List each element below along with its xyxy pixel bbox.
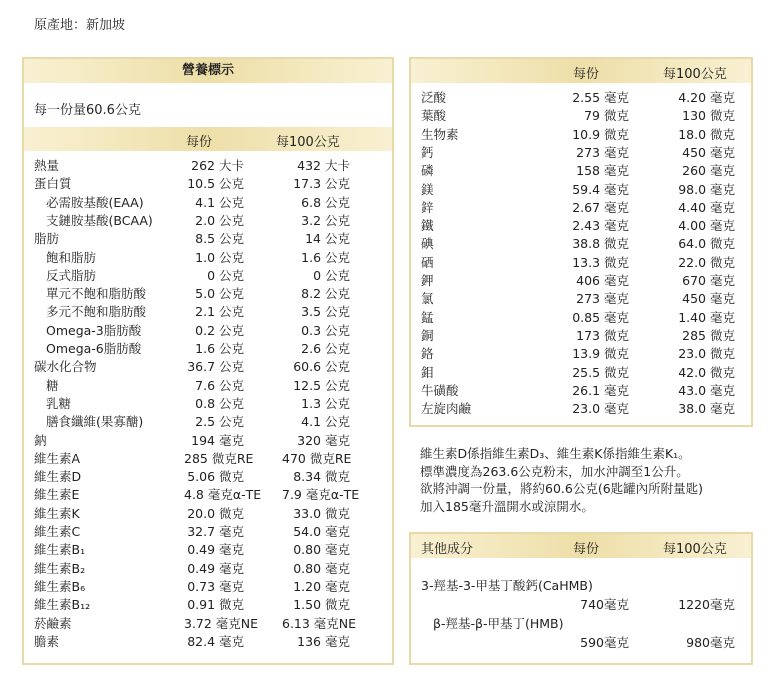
per-100g-value: 4.40 毫克 bbox=[678, 199, 735, 215]
per-100g-value: 432 大卡 bbox=[297, 158, 350, 173]
table-row bbox=[24, 468, 392, 486]
nutrient-name: 單元不飽和脂肪酸 bbox=[46, 286, 147, 302]
nutrient-name: 熱量 bbox=[34, 158, 60, 173]
per-serving-value: 273 毫克 bbox=[576, 291, 629, 307]
note-line: 欲將沖調一份量，將約60.6公克(6匙罐內所附量匙) bbox=[420, 481, 704, 496]
nutrient-name: 錳 bbox=[421, 309, 434, 325]
per-100g-value: 136 毫克 bbox=[297, 633, 350, 649]
nutrient-name: 鎂 bbox=[421, 181, 434, 197]
table-row bbox=[24, 285, 392, 303]
other-item-per-100g: 1220毫克 bbox=[678, 597, 735, 612]
nutrient-name: 銅 bbox=[421, 327, 434, 343]
minerals-panel bbox=[409, 57, 753, 427]
per-100g-value: 8.34 微克 bbox=[293, 469, 350, 485]
per-100g-value: 1.3 公克 bbox=[301, 395, 350, 411]
nutrient-name: 支鏈胺基酸(BCAA) bbox=[46, 212, 153, 228]
nutrient-name: 鉀 bbox=[421, 273, 434, 288]
per-100g-value: 6.13 毫克NE bbox=[282, 615, 357, 631]
table-row bbox=[411, 400, 751, 418]
per-serving-value: 173 微克 bbox=[576, 327, 629, 343]
per-serving-value: 26.1 毫克 bbox=[572, 382, 629, 398]
table-row bbox=[24, 413, 392, 431]
table-row bbox=[24, 523, 392, 541]
per-100g-value: 98.0 毫克 bbox=[678, 181, 735, 197]
table-row bbox=[24, 358, 392, 376]
note-line: 標準濃度為263.6公克粉末，加水沖調至1公升。 bbox=[420, 463, 689, 479]
table-row bbox=[24, 432, 392, 450]
table-row bbox=[411, 364, 751, 382]
per-100g-value: 285 微克 bbox=[682, 327, 735, 343]
per-serving-value: 158 毫克 bbox=[576, 163, 629, 179]
nutrient-name: 維生素K bbox=[34, 505, 80, 521]
table-row bbox=[411, 272, 751, 290]
per-100g-value: 18.0 微克 bbox=[678, 126, 735, 142]
per-100g-value: 4.20 毫克 bbox=[678, 90, 735, 105]
table-row bbox=[411, 345, 751, 363]
nutrient-name: 維生素D bbox=[34, 469, 82, 485]
table-row bbox=[411, 290, 751, 308]
per-100g-value: 0.3 公克 bbox=[301, 322, 350, 338]
table-row bbox=[411, 89, 751, 107]
per-100g-value: 33.0 微克 bbox=[293, 505, 350, 521]
per-100g-value: 0.80 毫克 bbox=[293, 560, 350, 576]
nutrient-name: 鐵 bbox=[421, 218, 434, 234]
per-serving-value: 8.5 公克 bbox=[195, 231, 244, 247]
per-serving-value: 2.5 公克 bbox=[195, 414, 244, 430]
nutrient-name: 鈉 bbox=[34, 432, 47, 448]
per-serving-value: 194 毫克 bbox=[191, 432, 244, 448]
other-item-name: 3-羥基-3-甲基丁酸鈣(CaHMB) bbox=[421, 578, 593, 593]
per-serving-value: 4.1 公克 bbox=[195, 194, 244, 210]
nutrient-name: 鉬 bbox=[421, 364, 434, 380]
per-100g-value: 1.40 毫克 bbox=[678, 309, 735, 325]
nutrient-name: 氯 bbox=[421, 291, 434, 307]
table-row bbox=[411, 235, 751, 253]
per-serving-value: 36.7 公克 bbox=[187, 359, 244, 375]
nutrient-name: 膽素 bbox=[34, 633, 60, 649]
per-100g-value: 0.80 毫克 bbox=[293, 542, 350, 558]
per-serving-value: 0.2 公克 bbox=[195, 322, 244, 338]
per-100g-value: 43.0 毫克 bbox=[678, 382, 735, 398]
nutrient-name: 左旋肉鹼 bbox=[421, 401, 472, 417]
minerals-column-header bbox=[411, 59, 751, 83]
nutrient-name: 碘 bbox=[421, 236, 434, 252]
col-per-serving: 每份 bbox=[186, 135, 213, 150]
nutrient-name: 膳食纖維(果寡醣) bbox=[46, 414, 144, 430]
per-100g-value: 2.6 公克 bbox=[301, 341, 350, 356]
table-row bbox=[24, 633, 392, 651]
per-serving-value: 262 大卡 bbox=[191, 158, 244, 173]
nutrient-name: 泛酸 bbox=[421, 90, 447, 105]
per-serving-value: 0.49 毫克 bbox=[187, 542, 244, 558]
per-100g-value: 470 微克RE bbox=[282, 450, 352, 466]
nutrient-name: Omega-3脂肪酸 bbox=[46, 322, 142, 338]
table-row bbox=[24, 395, 392, 413]
per-serving-value: 0.49 毫克 bbox=[187, 560, 244, 576]
table-row bbox=[411, 144, 751, 162]
per-serving-value: 3.72 毫克NE bbox=[184, 615, 259, 631]
per-100g-value: 8.2 公克 bbox=[301, 286, 350, 302]
table-row bbox=[24, 340, 392, 358]
nutrient-name: 牛磺酸 bbox=[421, 382, 459, 398]
per-100g-value: 1.20 毫克 bbox=[293, 578, 350, 594]
nutrient-name: 磷 bbox=[421, 163, 434, 179]
col-per-100g: 每100公克 bbox=[276, 135, 340, 150]
per-100g-value: 450 毫克 bbox=[682, 144, 735, 160]
nutrition-facts-panel bbox=[22, 57, 394, 665]
nutrient-name: 蛋白質 bbox=[34, 176, 72, 192]
per-100g-value: 54.0 毫克 bbox=[293, 524, 350, 539]
nutrient-name: 糖 bbox=[46, 377, 59, 393]
per-100g-value: 1.6 公克 bbox=[301, 249, 350, 265]
note-line: 維生素D係指維生素D₃、維生素K係指維生素K₁。 bbox=[420, 446, 691, 461]
table-row bbox=[24, 541, 392, 559]
per-serving-value: 0 公克 bbox=[207, 267, 244, 283]
per-serving-value: 2.0 公克 bbox=[195, 212, 244, 228]
other-item-name: β-羥基-β-甲基丁(HMB) bbox=[433, 616, 564, 631]
per-serving-value: 2.43 毫克 bbox=[572, 218, 629, 234]
other-item-per-serving: 740毫克 bbox=[580, 597, 629, 612]
other-item-per-100g: 980毫克 bbox=[686, 635, 735, 650]
nutrient-name: 生物素 bbox=[421, 126, 459, 142]
nutrient-name: 維生素B₁₂ bbox=[34, 597, 91, 613]
table-row bbox=[24, 560, 392, 578]
nutrition-title: 營養標示 bbox=[24, 59, 392, 83]
per-serving-value: 10.9 微克 bbox=[572, 126, 629, 142]
table-row bbox=[411, 199, 751, 217]
per-serving-value: 32.7 毫克 bbox=[187, 524, 244, 539]
table-row bbox=[24, 486, 392, 504]
per-serving-value: 5.0 公克 bbox=[195, 286, 244, 302]
per-100g-value: 7.9 毫克α-TE bbox=[282, 487, 360, 503]
nutrient-name: Omega-6脂肪酸 bbox=[46, 341, 142, 356]
nutrient-name: 維生素C bbox=[34, 524, 81, 539]
per-serving-value: 0.73 毫克 bbox=[187, 578, 244, 594]
per-serving-value: 38.8 微克 bbox=[572, 236, 629, 252]
table-row bbox=[24, 505, 392, 523]
per-serving-value: 0.91 微克 bbox=[187, 597, 244, 613]
nutrient-name: 維生素B₁ bbox=[34, 542, 86, 558]
per-serving-value: 0.8 公克 bbox=[195, 395, 244, 411]
nutrient-name: 硒 bbox=[421, 254, 434, 270]
other-item-per-serving: 590毫克 bbox=[580, 635, 629, 650]
per-serving-value: 285 微克RE bbox=[184, 450, 254, 466]
nutrient-name: 多元不飽和脂肪酸 bbox=[46, 304, 147, 320]
nutrient-name: 反式脂肪 bbox=[46, 267, 97, 283]
table-row bbox=[411, 309, 751, 327]
per-100g-value: 22.0 微克 bbox=[678, 254, 735, 270]
table-row bbox=[24, 212, 392, 230]
per-100g-value: 12.5 公克 bbox=[293, 377, 350, 393]
origin-label: 原產地：新加坡 bbox=[34, 18, 126, 33]
per-100g-value: 3.5 公克 bbox=[301, 304, 350, 320]
table-row bbox=[24, 267, 392, 285]
nutrient-name: 碳水化合物 bbox=[34, 359, 97, 375]
table-row bbox=[411, 162, 751, 180]
per-serving-value: 79 微克 bbox=[584, 108, 629, 124]
preparation-notes bbox=[420, 445, 760, 515]
per-serving-value: 0.85 毫克 bbox=[572, 309, 629, 325]
nutrient-name: 鈣 bbox=[421, 144, 434, 160]
table-row bbox=[411, 254, 751, 272]
per-100g-value: 1.50 微克 bbox=[293, 597, 350, 613]
per-serving-value: 82.4 毫克 bbox=[187, 633, 244, 649]
nutrient-name: 乳糖 bbox=[46, 395, 72, 411]
per-serving-value: 406 毫克 bbox=[576, 273, 629, 288]
per-serving-value: 5.06 微克 bbox=[187, 469, 244, 485]
per-serving-value: 25.5 微克 bbox=[572, 364, 629, 380]
serving-size: 每一份量60.6公克 bbox=[34, 103, 141, 118]
per-100g-value: 260 毫克 bbox=[682, 163, 735, 179]
table-row bbox=[411, 217, 751, 235]
per-serving-value: 23.0 毫克 bbox=[572, 401, 629, 417]
col-per-serving: 每份 bbox=[573, 542, 600, 557]
nutrition-column-header bbox=[24, 127, 392, 151]
per-100g-value: 130 微克 bbox=[682, 108, 735, 124]
per-100g-value: 4.1 公克 bbox=[301, 414, 350, 430]
col-per-100g: 每100公克 bbox=[663, 67, 727, 82]
table-row bbox=[24, 194, 392, 212]
nutrient-name: 脂肪 bbox=[34, 231, 60, 247]
col-per-100g: 每100公克 bbox=[663, 542, 727, 557]
other-column-header bbox=[411, 534, 751, 558]
table-row bbox=[24, 450, 392, 468]
per-serving-value: 4.8 毫克α-TE bbox=[184, 487, 262, 503]
per-100g-value: 60.6 公克 bbox=[293, 359, 350, 375]
per-serving-value: 2.55 毫克 bbox=[572, 90, 629, 105]
table-row bbox=[24, 377, 392, 395]
table-row bbox=[24, 596, 392, 614]
col-per-serving: 每份 bbox=[573, 67, 600, 82]
nutrient-name: 維生素B₆ bbox=[34, 578, 86, 594]
per-serving-value: 273 毫克 bbox=[576, 144, 629, 160]
table-row bbox=[24, 303, 392, 321]
per-100g-value: 17.3 公克 bbox=[293, 176, 350, 192]
per-100g-value: 42.0 微克 bbox=[678, 364, 735, 380]
per-100g-value: 4.00 毫克 bbox=[678, 218, 735, 234]
table-row bbox=[411, 181, 751, 199]
table-row bbox=[24, 615, 392, 633]
per-100g-value: 450 毫克 bbox=[682, 291, 735, 307]
nutrient-name: 鉻 bbox=[421, 346, 434, 362]
per-100g-value: 6.8 公克 bbox=[301, 194, 350, 210]
per-serving-value: 2.67 毫克 bbox=[572, 199, 629, 215]
per-100g-value: 64.0 微克 bbox=[678, 236, 735, 252]
per-100g-value: 23.0 微克 bbox=[678, 346, 735, 362]
nutrient-name: 菸鹼素 bbox=[34, 615, 72, 631]
per-serving-value: 20.0 微克 bbox=[187, 505, 244, 521]
table-row bbox=[24, 578, 392, 596]
nutrient-name: 鋅 bbox=[421, 199, 434, 215]
per-100g-value: 3.2 公克 bbox=[301, 212, 350, 228]
per-serving-value: 2.1 公克 bbox=[195, 304, 244, 320]
nutrient-name: 維生素E bbox=[34, 487, 80, 503]
nutrient-name: 必需胺基酸(EAA) bbox=[46, 194, 144, 210]
nutrient-name: 維生素A bbox=[34, 450, 81, 466]
table-row bbox=[24, 157, 392, 175]
per-100g-value: 320 毫克 bbox=[297, 432, 350, 448]
table-row bbox=[24, 175, 392, 193]
per-serving-value: 1.6 公克 bbox=[195, 341, 244, 356]
per-serving-value: 13.9 微克 bbox=[572, 346, 629, 362]
nutrient-name: 維生素B₂ bbox=[34, 560, 86, 576]
table-row bbox=[24, 230, 392, 248]
per-serving-value: 10.5 公克 bbox=[187, 176, 244, 192]
other-title: 其他成分 bbox=[421, 542, 474, 557]
nutrient-name: 飽和脂肪 bbox=[46, 249, 97, 265]
table-row bbox=[24, 322, 392, 340]
table-row bbox=[411, 107, 751, 125]
per-serving-value: 7.6 公克 bbox=[195, 377, 244, 393]
per-serving-value: 59.4 毫克 bbox=[572, 181, 629, 197]
per-serving-value: 13.3 微克 bbox=[572, 254, 629, 270]
per-100g-value: 670 毫克 bbox=[682, 273, 735, 288]
note-line: 加入185毫升溫開水或涼開水。 bbox=[420, 498, 594, 514]
nutrient-name: 葉酸 bbox=[421, 108, 447, 124]
per-100g-value: 14 公克 bbox=[305, 231, 350, 247]
table-row bbox=[411, 382, 751, 400]
other-ingredients-panel bbox=[409, 532, 753, 665]
table-row bbox=[411, 126, 751, 144]
per-serving-value: 1.0 公克 bbox=[195, 249, 244, 265]
table-row bbox=[411, 327, 751, 345]
table-row bbox=[24, 249, 392, 267]
per-100g-value: 38.0 毫克 bbox=[678, 401, 735, 417]
per-100g-value: 0 公克 bbox=[313, 267, 350, 283]
